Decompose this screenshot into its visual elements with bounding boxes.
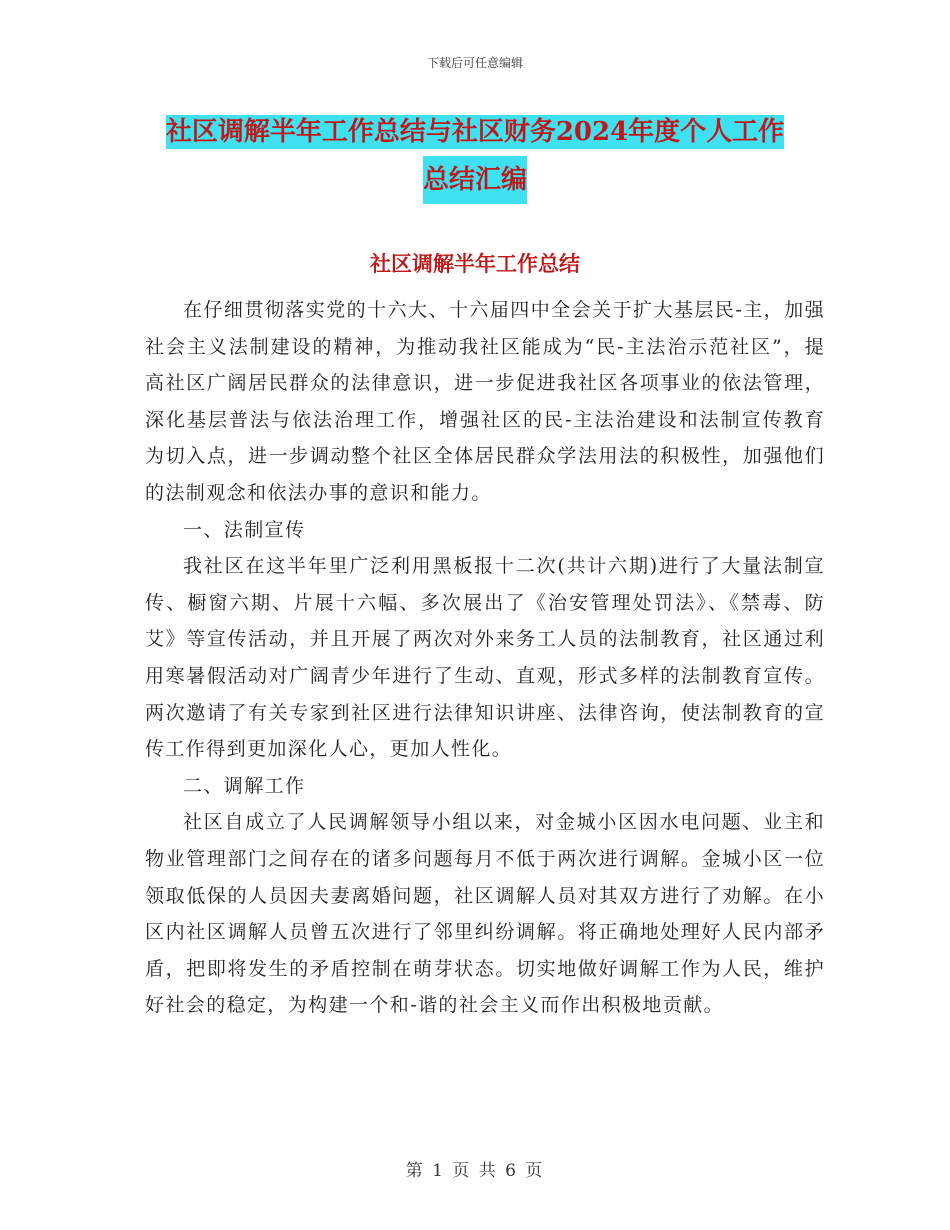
paragraph-mediation-work: 社区自成立了人民调解领导小组以来，对金城小区因水电问题、业主和物业管理部门之间存在的诸多问题每月不低于两次进行调解。金城小区一位领取低保的人员因夫妻离婚问题，社区调解人员对其双方进行了劝解。在小区内社区调解人员曾五次进行了邻里纠纷调解。将正确地处理好人民内部矛盾，把即将发生的矛盾控制在萌芽状态。切实地做好调解工作为人民，维护好社会的稳定，为构建一个和-谐的社会主义而作出积极地贡献。: [145, 811, 825, 1017]
paragraph-legal-publicity: 我社区在这半年里广泛利用黑板报十二次(共计六期)进行了大量法制宣传、橱窗六期、片展十六幅、多次展出了《治安管理处罚法》、《禁毒、防艾》等宣传活动，并且开展了两次对外来务工人员的法制教育，社区通过利用寒暑假活动对广阔青少年进行了生动、直观，形式多样的法制教育宣传。两次邀请了有关专家到社区进行法律知识讲座、法律咨询，使法制教育的宣传工作得到更加深化人心，更加人性化。: [145, 555, 825, 761]
section-title: 社区调解半年工作总结: [370, 251, 580, 276]
heading-legal-publicity: 一、法制宣传: [183, 518, 306, 541]
document-title: [0, 110, 950, 204]
heading-mediation-work: 二、调解工作: [183, 774, 306, 797]
header-note: 下载后可任意编辑: [426, 56, 523, 70]
document-title-line1: 社区调解半年工作总结与社区财务2024年度个人工作: [165, 117, 785, 147]
document-body: [145, 292, 825, 1024]
document-title-line2: 总结汇编: [423, 156, 527, 204]
paragraph-intro: 在仔细贯彻落实党的十六大、十六届四中全会关于扩大基层民-主，加强社会主义法制建设的精神，为推动我社区能成为“民-主法治示范社区”，提高社区广阔居民群众的法律意识，进一步促进我社区各项事业的依法管理，深化基层普法与依法治理工作，增强社区的民-主法治建设和法制宣传教育为切入点，进一步调动整个社区全体居民群众学法用法的积极性，加强他们的法制观念和依法办事的意识和能力。: [145, 299, 825, 504]
page-number: 第 1 页 共 6 页: [405, 1161, 545, 1181]
